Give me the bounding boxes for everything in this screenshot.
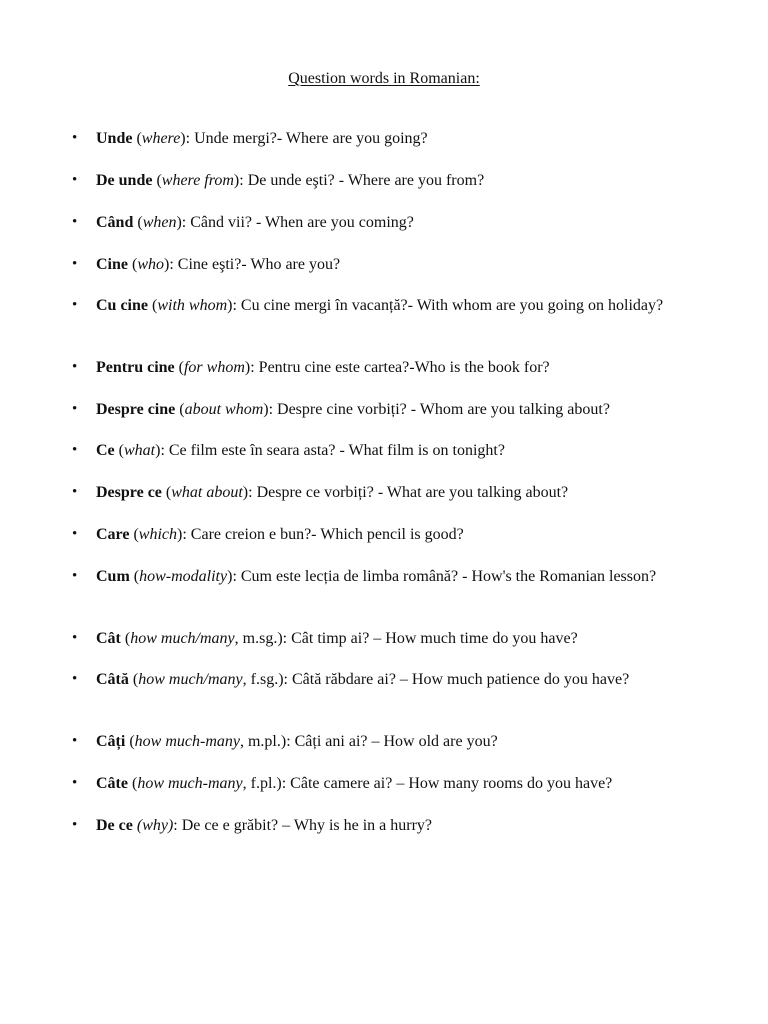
english-gloss: how much-many: [134, 733, 240, 750]
question-word: Câte: [96, 775, 128, 792]
bullet-icon: •: [72, 775, 78, 791]
gloss-open: (: [132, 130, 142, 147]
list-item-text: [96, 212, 692, 233]
english-gloss: about whom: [184, 401, 264, 418]
list-item: [72, 212, 692, 233]
list-item: [72, 399, 692, 420]
list-item-text: [96, 731, 692, 752]
example-sentence: ): Cum este lecția de limba română? - How's the Romanian lesson?: [227, 568, 657, 585]
english-gloss: what about: [171, 484, 243, 501]
example-sentence: , m.pl.): Câți ani ai? – How old are you?: [239, 733, 498, 750]
list-item: [72, 254, 692, 275]
list-item: [72, 669, 692, 690]
example-sentence: ): De unde eşti? - Where are you from?: [233, 172, 485, 189]
english-gloss: how much-many: [137, 775, 243, 792]
example-sentence: ): Pentru cine este cartea?-Who is the book for?: [244, 359, 550, 376]
list-item-text: [96, 440, 692, 461]
gloss-open: (: [129, 526, 139, 543]
english-gloss: when: [142, 214, 177, 231]
english-gloss: what: [123, 442, 156, 459]
gloss-open: (: [133, 214, 143, 231]
example-sentence: , m.sg.): Cât timp ai? – How much time do you have?: [234, 630, 578, 647]
list-item: [72, 773, 692, 794]
gloss-open: (: [152, 172, 162, 189]
english-gloss: with whom: [157, 297, 228, 314]
gloss-open: (: [128, 671, 139, 688]
gloss-open: (: [175, 401, 185, 418]
english-gloss: where from: [161, 172, 234, 189]
list-item-text: [96, 482, 692, 503]
question-word: Pentru cine: [96, 359, 175, 376]
question-word: Despre ce: [96, 484, 162, 501]
example-sentence: , f.sg.): Câtă răbdare ai? – How much patience do you have?: [242, 671, 630, 688]
english-gloss: for whom: [183, 359, 245, 376]
list-item: [72, 524, 692, 545]
list-item-text: [96, 669, 692, 690]
bullet-icon: •: [72, 401, 78, 417]
bullet-icon: •: [72, 214, 78, 230]
bullet-icon: •: [72, 630, 78, 646]
question-word: Despre cine: [96, 401, 176, 418]
list-item-text: [96, 357, 692, 378]
gloss-open: (: [148, 297, 158, 314]
example-sentence: ): Ce film este în seara asta? - What film is on tonight?: [155, 442, 505, 459]
example-sentence: ): Cu cine mergi în vacanță?- With whom are you going on holiday?: [227, 297, 664, 314]
question-word: Câți: [96, 733, 126, 750]
gloss-open: (: [128, 256, 138, 273]
list-item-text: [96, 254, 692, 275]
english-gloss: how much/many: [130, 630, 235, 647]
bullet-icon: •: [72, 733, 78, 749]
english-gloss: where: [141, 130, 181, 147]
example-sentence: : De ce e grăbit? – Why is he in a hurry?: [173, 817, 433, 834]
bullet-icon: •: [72, 359, 78, 375]
example-sentence: ): Care creion e bun?- Which pencil is good?: [177, 526, 464, 543]
gloss-open: (: [174, 359, 184, 376]
example-sentence: ): Cine eşti?- Who are you?: [164, 256, 341, 273]
bullet-icon: •: [72, 526, 78, 542]
question-word: De ce: [96, 817, 133, 834]
gloss-open: (: [127, 775, 138, 792]
english-gloss: how-modality: [139, 568, 228, 585]
list-item-text: [96, 773, 692, 794]
english-gloss: which: [138, 526, 178, 543]
bullet-icon: •: [72, 442, 78, 458]
bullet-icon: •: [72, 172, 78, 188]
bullet-icon: •: [72, 671, 78, 687]
example-sentence: ): Când vii? - When are you coming?: [176, 214, 414, 231]
question-word: Când: [96, 214, 134, 231]
example-sentence: ): Despre cine vorbiți? - Whom are you talking about?: [263, 401, 610, 418]
list-item-text: [96, 628, 692, 649]
list-item: [72, 815, 692, 836]
bullet-icon: •: [72, 297, 78, 313]
list-item: [72, 357, 692, 378]
gloss-open: (: [125, 733, 135, 750]
list-item-text: [96, 128, 692, 149]
example-sentence: , f.pl.): Câte camere ai? – How many rooms do you have?: [242, 775, 613, 792]
gloss-open: (: [120, 630, 131, 647]
list-item-text: [96, 170, 692, 191]
list-item-text: [96, 566, 692, 587]
list-item-text: [96, 524, 692, 545]
english-gloss: who: [137, 256, 164, 273]
question-word: Cum: [96, 568, 130, 585]
bullet-icon: •: [72, 484, 78, 500]
question-word: Cine: [96, 256, 128, 273]
list-item: [72, 295, 692, 316]
gloss-open: (: [161, 484, 172, 501]
question-word: Care: [96, 526, 130, 543]
bullet-icon: •: [72, 817, 78, 833]
list-item: [72, 440, 692, 461]
list-item-text: [96, 815, 692, 836]
list-item: [72, 731, 692, 752]
list-item-text: [96, 295, 692, 316]
english-gloss: (why): [136, 817, 174, 834]
gloss-open: (: [114, 442, 124, 459]
bullet-icon: •: [72, 568, 78, 584]
list-item-text: [96, 399, 692, 420]
list-item: [72, 628, 692, 649]
question-word: Unde: [96, 130, 133, 147]
bullet-icon: •: [72, 256, 78, 272]
gloss-open: (: [129, 568, 140, 585]
example-sentence: ): Despre ce vorbiți? - What are you talking about?: [242, 484, 569, 501]
document-title: Question words in Romanian:: [288, 70, 480, 87]
question-word: Ce: [96, 442, 115, 459]
example-sentence: ): Unde mergi?- Where are you going?: [180, 130, 428, 147]
list-item: [72, 566, 692, 587]
question-word: Câtă: [96, 671, 129, 688]
list-item: [72, 128, 692, 149]
english-gloss: how much/many: [138, 671, 243, 688]
list-item: [72, 482, 692, 503]
list-item: [72, 170, 692, 191]
question-word: Cât: [96, 630, 121, 647]
bullet-icon: •: [72, 130, 78, 146]
question-word: De unde: [96, 172, 153, 189]
question-word: Cu cine: [96, 297, 148, 314]
